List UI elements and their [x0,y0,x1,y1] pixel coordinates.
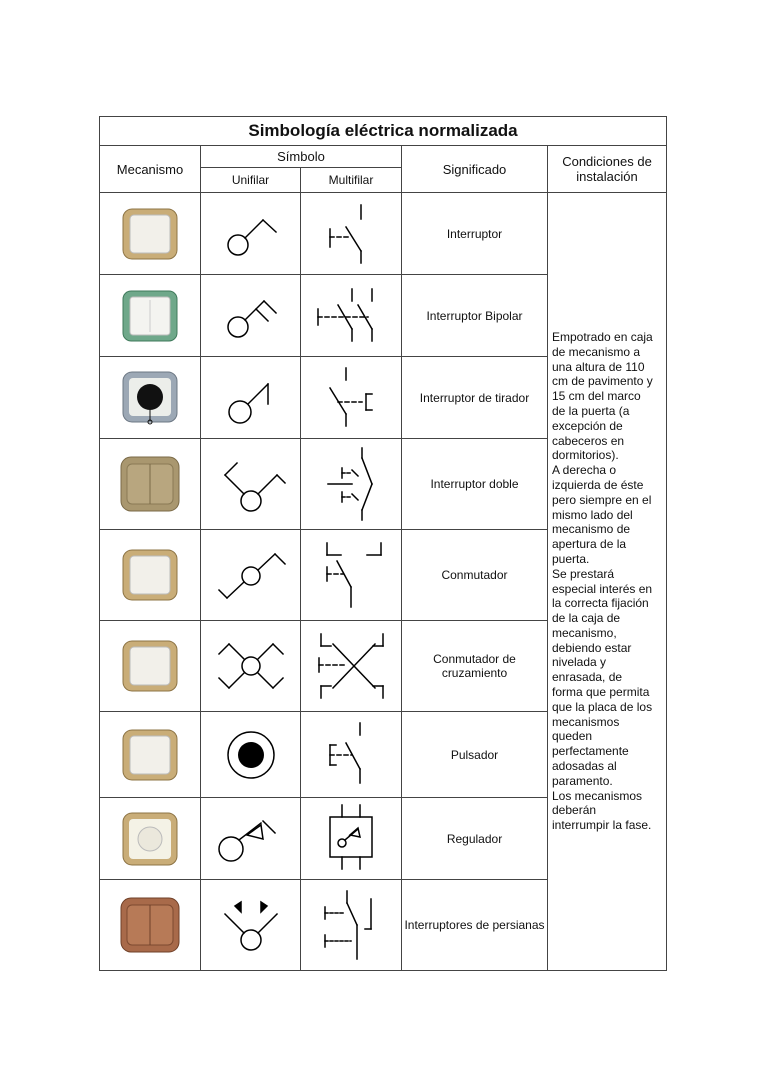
bipolar-multifilar-icon [306,281,396,351]
mechanism-photo [100,193,201,275]
pull-switch-multifilar-icon [306,362,396,434]
dimmer-unifilar-icon [211,809,291,869]
header-unifilar: Unifilar [201,168,301,193]
condiciones-text: Empotrado en caja de mecanismo a una altura de 110 cm de pavimento y 15 cm del marco de la puerta (a excepción de cabeceros en dormitorios). A derecha o izquierda de éste pero siempre en el mismo lado del mecanismo de apertura de la puerta. Se prestará especial interés en la correcta fijación de la caja de mecanismo, debiendo estar nivelada y enrasada, de forma que permita que la placa de los mecanismos queden perfectamente adosadas al paramento. Los mecanismos deberán interrumpir la fase. [548,193,667,971]
header-mecanismo: Mecanismo [100,146,201,193]
mechanism-photo [100,798,201,880]
significado-cell: Interruptor de tirador [402,357,548,439]
crossover-multifilar-icon [309,626,393,706]
unifilar-symbol [201,712,301,798]
multifilar-symbol [301,275,402,357]
plate-cream-dial-icon [120,810,180,868]
plate-copper-double-icon [118,895,182,955]
significado-cell: Interruptor [402,193,548,275]
plate-grey-black-knob-icon [120,369,180,427]
significado-cell: Pulsador [402,712,548,798]
mechanism-photo [100,880,201,971]
multifilar-symbol [301,712,402,798]
mechanism-photo [100,275,201,357]
mechanism-photo [100,439,201,530]
unifilar-symbol [201,357,301,439]
header-simbolo: Símbolo [201,146,402,168]
mechanism-photo [100,530,201,621]
unifilar-symbol [201,193,301,275]
symbol-table [99,116,667,971]
switch-multifilar-icon [316,199,386,269]
blinds-unifilar-icon [211,892,291,958]
unifilar-symbol [201,621,301,712]
double-switch-multifilar-icon [316,442,386,526]
multifilar-symbol [301,621,402,712]
unifilar-symbol [201,798,301,880]
dimmer-multifilar-icon [316,801,386,877]
multifilar-symbol [301,798,402,880]
switch-unifilar-icon [216,206,286,262]
commutator-unifilar-icon [211,540,291,610]
unifilar-symbol [201,530,301,621]
blinds-multifilar-icon [311,885,391,965]
pushbutton-unifilar-icon [221,725,281,785]
plate-cream-gold-icon [120,727,180,783]
significado-cell: Conmutador [402,530,548,621]
crossover-unifilar-icon [211,628,291,704]
multifilar-symbol [301,193,402,275]
header-condiciones: Condiciones de instalación [548,146,667,193]
plate-cream-gold-icon [120,638,180,694]
table-title: Simbología eléctrica normalizada [100,117,667,146]
multifilar-symbol [301,530,402,621]
significado-cell: Conmutador de cruzamiento [402,621,548,712]
significado-cell: Interruptor Bipolar [402,275,548,357]
unifilar-symbol [201,880,301,971]
mechanism-photo [100,712,201,798]
pushbutton-multifilar-icon [316,717,386,793]
double-switch-unifilar-icon [211,449,291,519]
mechanism-photo [100,357,201,439]
plate-green-white-icon [120,288,180,344]
plate-cream-gold-icon [120,547,180,603]
significado-cell: Interruptores de persianas [402,880,548,971]
multifilar-symbol [301,357,402,439]
significado-cell: Regulador [402,798,548,880]
table-row [100,193,667,275]
header-significado: Significado [402,146,548,193]
multifilar-symbol [301,880,402,971]
plate-bronze-double-icon [118,454,182,514]
significado-cell: Interruptor doble [402,439,548,530]
unifilar-symbol [201,275,301,357]
bipolar-unifilar-icon [216,288,286,344]
header-multifilar: Multifilar [301,168,402,193]
commutator-multifilar-icon [311,535,391,615]
mechanism-photo [100,621,201,712]
unifilar-symbol [201,439,301,530]
plate-cream-gold-icon [120,206,180,262]
pull-switch-unifilar-icon [216,368,286,428]
multifilar-symbol [301,439,402,530]
